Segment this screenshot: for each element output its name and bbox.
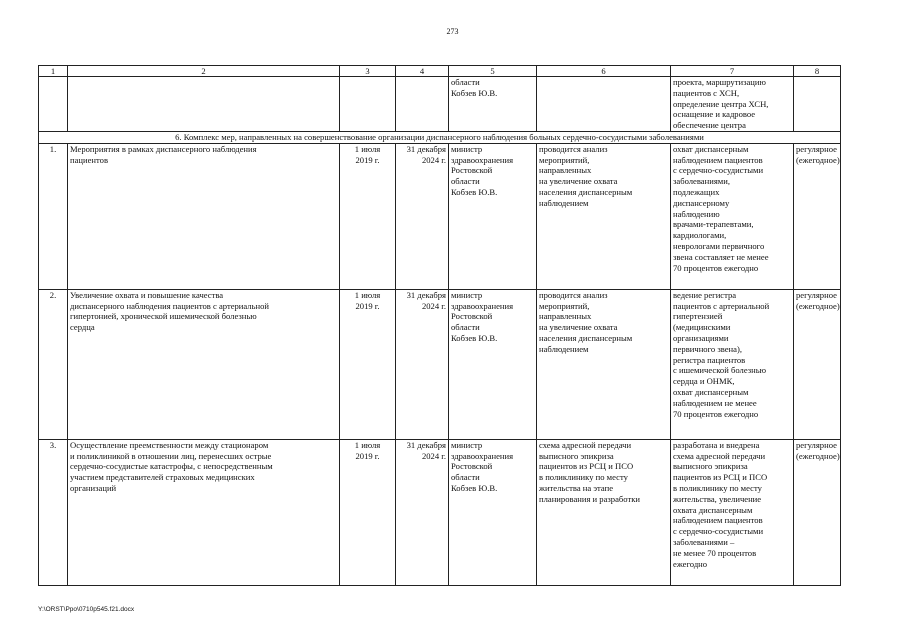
cell-number: 1. [39,143,68,289]
column-number: 6 [537,66,671,77]
cell-empty [39,77,68,132]
cell-responsible: области Кобзев Ю.В. [449,77,537,132]
cell-result: проекта, маршрутизацию пациентов с ХСН, определение центра ХСН, оснащение и кадровое обеспечение центра [671,77,794,132]
column-number: 5 [449,66,537,77]
measures-table [38,65,841,586]
cell-event: Осуществление преемственности между стационаром и поликлиникой в отношении лиц, перенесших острые сердечно-сосудистые катастрофы, с непосредственным участием представителей страховых медицинских организаций [68,439,340,585]
column-number: 1 [39,66,68,77]
cell-description: схема адресной передачи выписного эпикриза пациентов из РСЦ и ПСО в поликлинику по месту жительства на этапе планирования и разработки [537,439,671,585]
file-path-footer: Y:\ORST\Ppo\0710p545.f21.docx [38,606,135,613]
column-number: 3 [340,66,396,77]
cell-event: Увеличение охвата и повышение качества диспансерного наблюдения пациентов с артериальной гипертонией, хронической ишемической болезнью сердца [68,289,340,439]
cell-empty [340,77,396,132]
page-number: 273 [446,27,459,36]
cell-number: 3. [39,439,68,585]
cell-responsible: министр здравоохранения Ростовской области Кобзев Ю.В. [449,143,537,289]
column-number: 8 [794,66,841,77]
table-row [39,289,841,439]
cell-result: ведение регистра пациентов с артериальной гипертензией (медицинскими организациями первичного звена), регистра пациентов с ишемической болезнью сердца и ОНМК, охват диспансерным наблюдением не менее 70 процентов ежегодно [671,289,794,439]
cell-empty [794,77,841,132]
cell-start-date: 1 июля 2019 г. [340,289,396,439]
cell-result: охват диспансерным наблюдением пациентов с сердечно-сосудистыми заболеваниями, подлежащих диспансерному наблюдению врачами-терапевтами, кардиологами, неврологами первичного звена составляет не менее 70 процентов ежегодно [671,143,794,289]
cell-responsible: министр здравоохранения Ростовской области Кобзев Ю.В. [449,289,537,439]
cell-empty [68,77,340,132]
cell-periodicity: регулярное (ежегодное) [794,143,841,289]
cell-description: проводится анализ мероприятий, направленных на увеличение охвата населения диспансерным наблюдением [537,143,671,289]
cell-end-date: 31 декабря 2024 г. [396,439,449,585]
cell-description: проводится анализ мероприятий, направленных на увеличение охвата населения диспансерным наблюдением [537,289,671,439]
column-number: 2 [68,66,340,77]
cell-start-date: 1 июля 2019 г. [340,439,396,585]
section-title: 6. Комплекс мер, направленных на совершенствование организации диспансерного наблюдения больных сердечно-сосудистыми заболеваниями [39,131,841,143]
cell-number: 2. [39,289,68,439]
table-row [39,439,841,585]
cell-empty [537,77,671,132]
column-number: 4 [396,66,449,77]
cell-responsible: министр здравоохранения Ростовской области Кобзев Ю.В. [449,439,537,585]
table-row [39,143,841,289]
cell-end-date: 31 декабря 2024 г. [396,289,449,439]
cell-event: Мероприятия в рамках диспансерного наблюдения пациентов [68,143,340,289]
cell-start-date: 1 июля 2019 г. [340,143,396,289]
column-number: 7 [671,66,794,77]
continuation-row [39,77,841,132]
cell-periodicity: регулярное (ежегодное) [794,439,841,585]
column-number-row [39,66,841,77]
cell-result: разработана и внедрена схема адресной передачи выписного эпикриза пациентов из РСЦ и ПСО в поликлинику по месту жительства, увеличение охвата диспансерным наблюдением пациентов с сердечно-сосудистыми заболеваниями – не менее 70 процентов ежегодно [671,439,794,585]
cell-periodicity: регулярное (ежегодное) [794,289,841,439]
section-heading-row [39,131,841,143]
cell-empty [396,77,449,132]
cell-end-date: 31 декабря 2024 г. [396,143,449,289]
